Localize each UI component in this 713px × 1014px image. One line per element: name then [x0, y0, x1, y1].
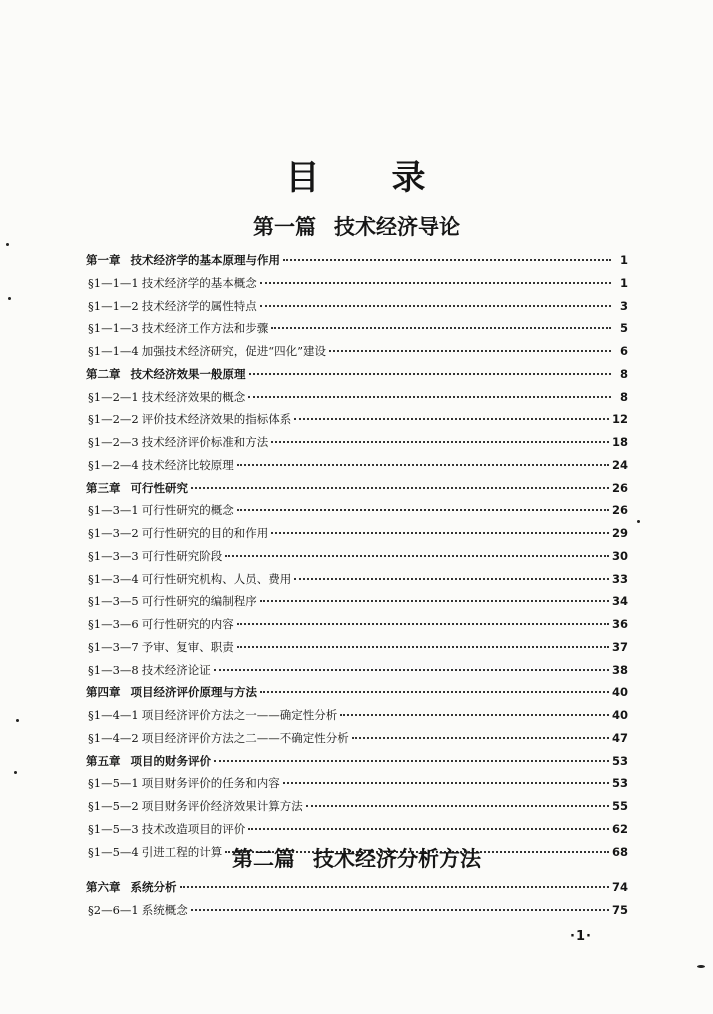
- toc-section-entry: [86, 499, 628, 522]
- page-title: [0, 150, 713, 199]
- dot-leader: [237, 646, 609, 648]
- section-title: 可行性研究的编制程序: [141, 594, 257, 609]
- page-ref: 8: [619, 366, 628, 381]
- section-title: 可行性研究机构、人员、费用: [141, 571, 292, 586]
- dot-leader: [248, 396, 611, 398]
- chapter-number: 第二章: [86, 366, 121, 381]
- section-title: 可行性研究阶段: [141, 548, 223, 563]
- toc-section-entry: [86, 899, 628, 922]
- chapter-title: 项目的财务评价: [130, 753, 211, 768]
- section-title: 项目经济评价方法之一——确定性分析: [141, 708, 338, 722]
- section-code: §1—2—3: [88, 435, 139, 449]
- section-title: 技术经济论证: [141, 662, 211, 677]
- part-1-toc-list: [86, 249, 628, 863]
- dot-leader: [271, 327, 611, 329]
- section-code: §1—4—1: [88, 708, 139, 722]
- page-ref: 8: [619, 389, 628, 404]
- page-ref: 29: [611, 526, 628, 540]
- section-title: 可行性研究的目的和作用: [141, 526, 269, 540]
- page-ref: 18: [611, 435, 628, 449]
- section-title: 评价技术经济效果的指标体系: [141, 412, 292, 427]
- section-code: §1—1—1: [88, 275, 139, 290]
- section-code: §1—4—2: [88, 730, 139, 745]
- chapter-number: 第一章: [86, 253, 121, 267]
- scan-speck: [8, 297, 11, 300]
- page-ref: 38: [611, 662, 628, 677]
- page-ref: 47: [611, 730, 628, 745]
- toc-section-entry: [86, 408, 628, 431]
- page-ref: 75: [611, 902, 628, 917]
- dot-leader: [283, 782, 609, 784]
- title-char-1: 目: [285, 158, 322, 198]
- page-ref: 40: [611, 708, 628, 722]
- section-code: §1—1—2: [88, 298, 139, 313]
- part-1-heading: [0, 211, 713, 241]
- dot-leader: [283, 259, 611, 261]
- dot-leader: [294, 418, 609, 420]
- section-title: 加强技术经济研究，促进“四化”建设: [141, 344, 326, 358]
- section-title: 项目财务评价的任务和内容: [141, 776, 280, 791]
- toc-section-entry: [86, 590, 628, 613]
- toc-section-entry: [86, 272, 628, 295]
- page-ref: 37: [611, 639, 628, 654]
- section-title: 技术经济效果的概念: [141, 389, 246, 404]
- chapter-number: 第三章: [86, 480, 121, 495]
- dot-leader: [248, 828, 609, 830]
- toc-chapter-entry: [86, 363, 628, 386]
- section-title: 技术经济评价标准和方法: [141, 435, 269, 449]
- section-title: 技术经济学的属性特点: [141, 298, 257, 313]
- chapter-title: 项目经济评价原理与方法: [130, 685, 257, 700]
- toc-section-entry: [86, 545, 628, 568]
- part-1-number: 第一篇: [253, 215, 316, 239]
- dot-leader: [352, 737, 609, 739]
- page-ref: 62: [611, 821, 628, 836]
- part-1-name: 技术经济导论: [334, 215, 460, 239]
- section-code: §1—3—8: [88, 662, 139, 677]
- dot-leader: [260, 691, 609, 693]
- page-ref: 12: [611, 412, 628, 427]
- toc-section-entry: [86, 295, 628, 318]
- page-ref: 24: [611, 457, 628, 472]
- section-code: §1—3—3: [88, 548, 139, 563]
- title-char-2: 录: [391, 158, 428, 198]
- dot-leader: [191, 909, 609, 911]
- dot-leader: [260, 282, 611, 284]
- page-ref: 26: [611, 503, 628, 518]
- section-title: 技术经济比较原理: [141, 457, 234, 472]
- page-ref: 34: [611, 594, 628, 609]
- dot-leader: [329, 350, 611, 352]
- chapter-number: 第六章: [86, 880, 121, 894]
- page-ref: 53: [611, 753, 628, 768]
- page-ref: 1: [619, 275, 628, 290]
- toc-section-entry: [86, 818, 628, 841]
- scan-speck: [16, 719, 19, 722]
- scan-speck: [637, 520, 640, 523]
- section-title: 项目财务评价经济效果计算方法: [141, 799, 303, 813]
- dot-leader: [260, 600, 609, 602]
- page-ref: 40: [611, 685, 628, 700]
- scan-speck: [6, 243, 9, 246]
- toc-chapter-entry: [86, 876, 628, 899]
- toc-chapter-entry: [86, 249, 628, 272]
- chapter-title: 技术经济效果一般原理: [130, 366, 246, 381]
- dot-leader: [237, 623, 609, 625]
- page-ref: 68: [611, 844, 628, 859]
- toc-section-entry: [86, 704, 628, 727]
- page-number: ·1·: [570, 929, 592, 944]
- section-code: §1—5—2: [88, 799, 139, 813]
- chapter-number: 第四章: [86, 685, 121, 700]
- section-title: 可行性研究的内容: [141, 617, 234, 631]
- toc-section-entry: [86, 340, 628, 363]
- dot-leader: [225, 555, 609, 557]
- part-2-heading: [0, 843, 713, 873]
- chapter-number: 第五章: [86, 753, 121, 768]
- dot-leader: [271, 441, 609, 443]
- section-code: §1—3—6: [88, 617, 139, 631]
- toc-section-entry: [86, 636, 628, 659]
- section-code: §1—3—7: [88, 639, 139, 654]
- dot-leader: [294, 578, 609, 580]
- chapter-title: 系统分析: [130, 880, 177, 894]
- toc-section-entry: [86, 795, 628, 818]
- section-code: §1—2—1: [88, 389, 139, 404]
- chapter-title: 可行性研究: [130, 480, 188, 495]
- page-ref: 5: [619, 321, 628, 336]
- section-code: §1—1—4: [88, 344, 139, 358]
- page-ref: 3: [619, 298, 628, 313]
- page-ref: 1: [619, 253, 628, 267]
- dot-leader: [214, 760, 609, 762]
- toc-section-entry: [86, 522, 628, 545]
- toc-section-entry: [86, 659, 628, 682]
- dot-leader: [180, 886, 609, 888]
- dot-leader: [306, 805, 609, 807]
- dot-leader: [340, 714, 609, 716]
- toc-section-entry: [86, 772, 628, 795]
- section-code: §1—5—3: [88, 821, 139, 836]
- dot-leader: [237, 509, 609, 511]
- dot-leader: [260, 305, 611, 307]
- section-title: 技术经济工作方法和步骤: [141, 321, 269, 336]
- section-title: 技术改造项目的评价: [141, 821, 246, 836]
- section-code: §1—2—2: [88, 412, 139, 427]
- section-code: §1—3—1: [88, 503, 139, 518]
- page-ref: 53: [611, 776, 628, 791]
- toc-chapter-entry: [86, 750, 628, 773]
- page-ref: 26: [611, 480, 628, 495]
- section-title: 系统概念: [141, 902, 188, 917]
- section-code: §1—5—4: [88, 844, 139, 859]
- page-ref: 6: [619, 344, 628, 358]
- section-title: 项目经济评价方法之二——不确定性分析: [141, 730, 349, 745]
- toc-section-entry: [86, 454, 628, 477]
- section-code: §1—3—2: [88, 526, 139, 540]
- part-2-number: 第二篇: [232, 847, 295, 871]
- section-code: §1—5—1: [88, 776, 139, 791]
- toc-section-entry: [86, 317, 628, 340]
- section-code: §1—1—3: [88, 321, 139, 336]
- page-ref: 55: [611, 799, 628, 813]
- dot-leader: [214, 669, 609, 671]
- dot-leader: [237, 464, 609, 466]
- part-2-toc-list: [86, 876, 628, 922]
- page-ref: 36: [611, 617, 628, 631]
- page-ref: 30: [611, 548, 628, 563]
- toc-section-entry: [86, 727, 628, 750]
- chapter-title: 技术经济学的基本原理与作用: [130, 253, 280, 267]
- section-code: §1—2—4: [88, 457, 139, 472]
- toc-section-entry: [86, 613, 628, 636]
- section-title: 引进工程的计算: [141, 844, 223, 859]
- scan-speck: [14, 771, 17, 774]
- toc-section-entry: [86, 568, 628, 591]
- dot-leader: [271, 532, 609, 534]
- section-title: 技术经济学的基本概念: [141, 275, 257, 290]
- dot-leader: [191, 487, 609, 489]
- section-code: §2—6—1: [88, 902, 139, 917]
- toc-section-entry: [86, 431, 628, 454]
- part-2-name: 技术经济分析方法: [313, 847, 481, 871]
- toc-chapter-entry: [86, 477, 628, 500]
- section-title: 可行性研究的概念: [141, 503, 234, 518]
- page-ref: 74: [611, 880, 628, 894]
- scan-speck: [697, 965, 705, 968]
- section-title: 予审、复审、职责: [141, 639, 234, 654]
- toc-chapter-entry: [86, 681, 628, 704]
- section-code: §1—3—5: [88, 594, 139, 609]
- page-ref: 33: [611, 571, 628, 586]
- section-code: §1—3—4: [88, 571, 139, 586]
- dot-leader: [249, 373, 612, 375]
- toc-section-entry: [86, 386, 628, 409]
